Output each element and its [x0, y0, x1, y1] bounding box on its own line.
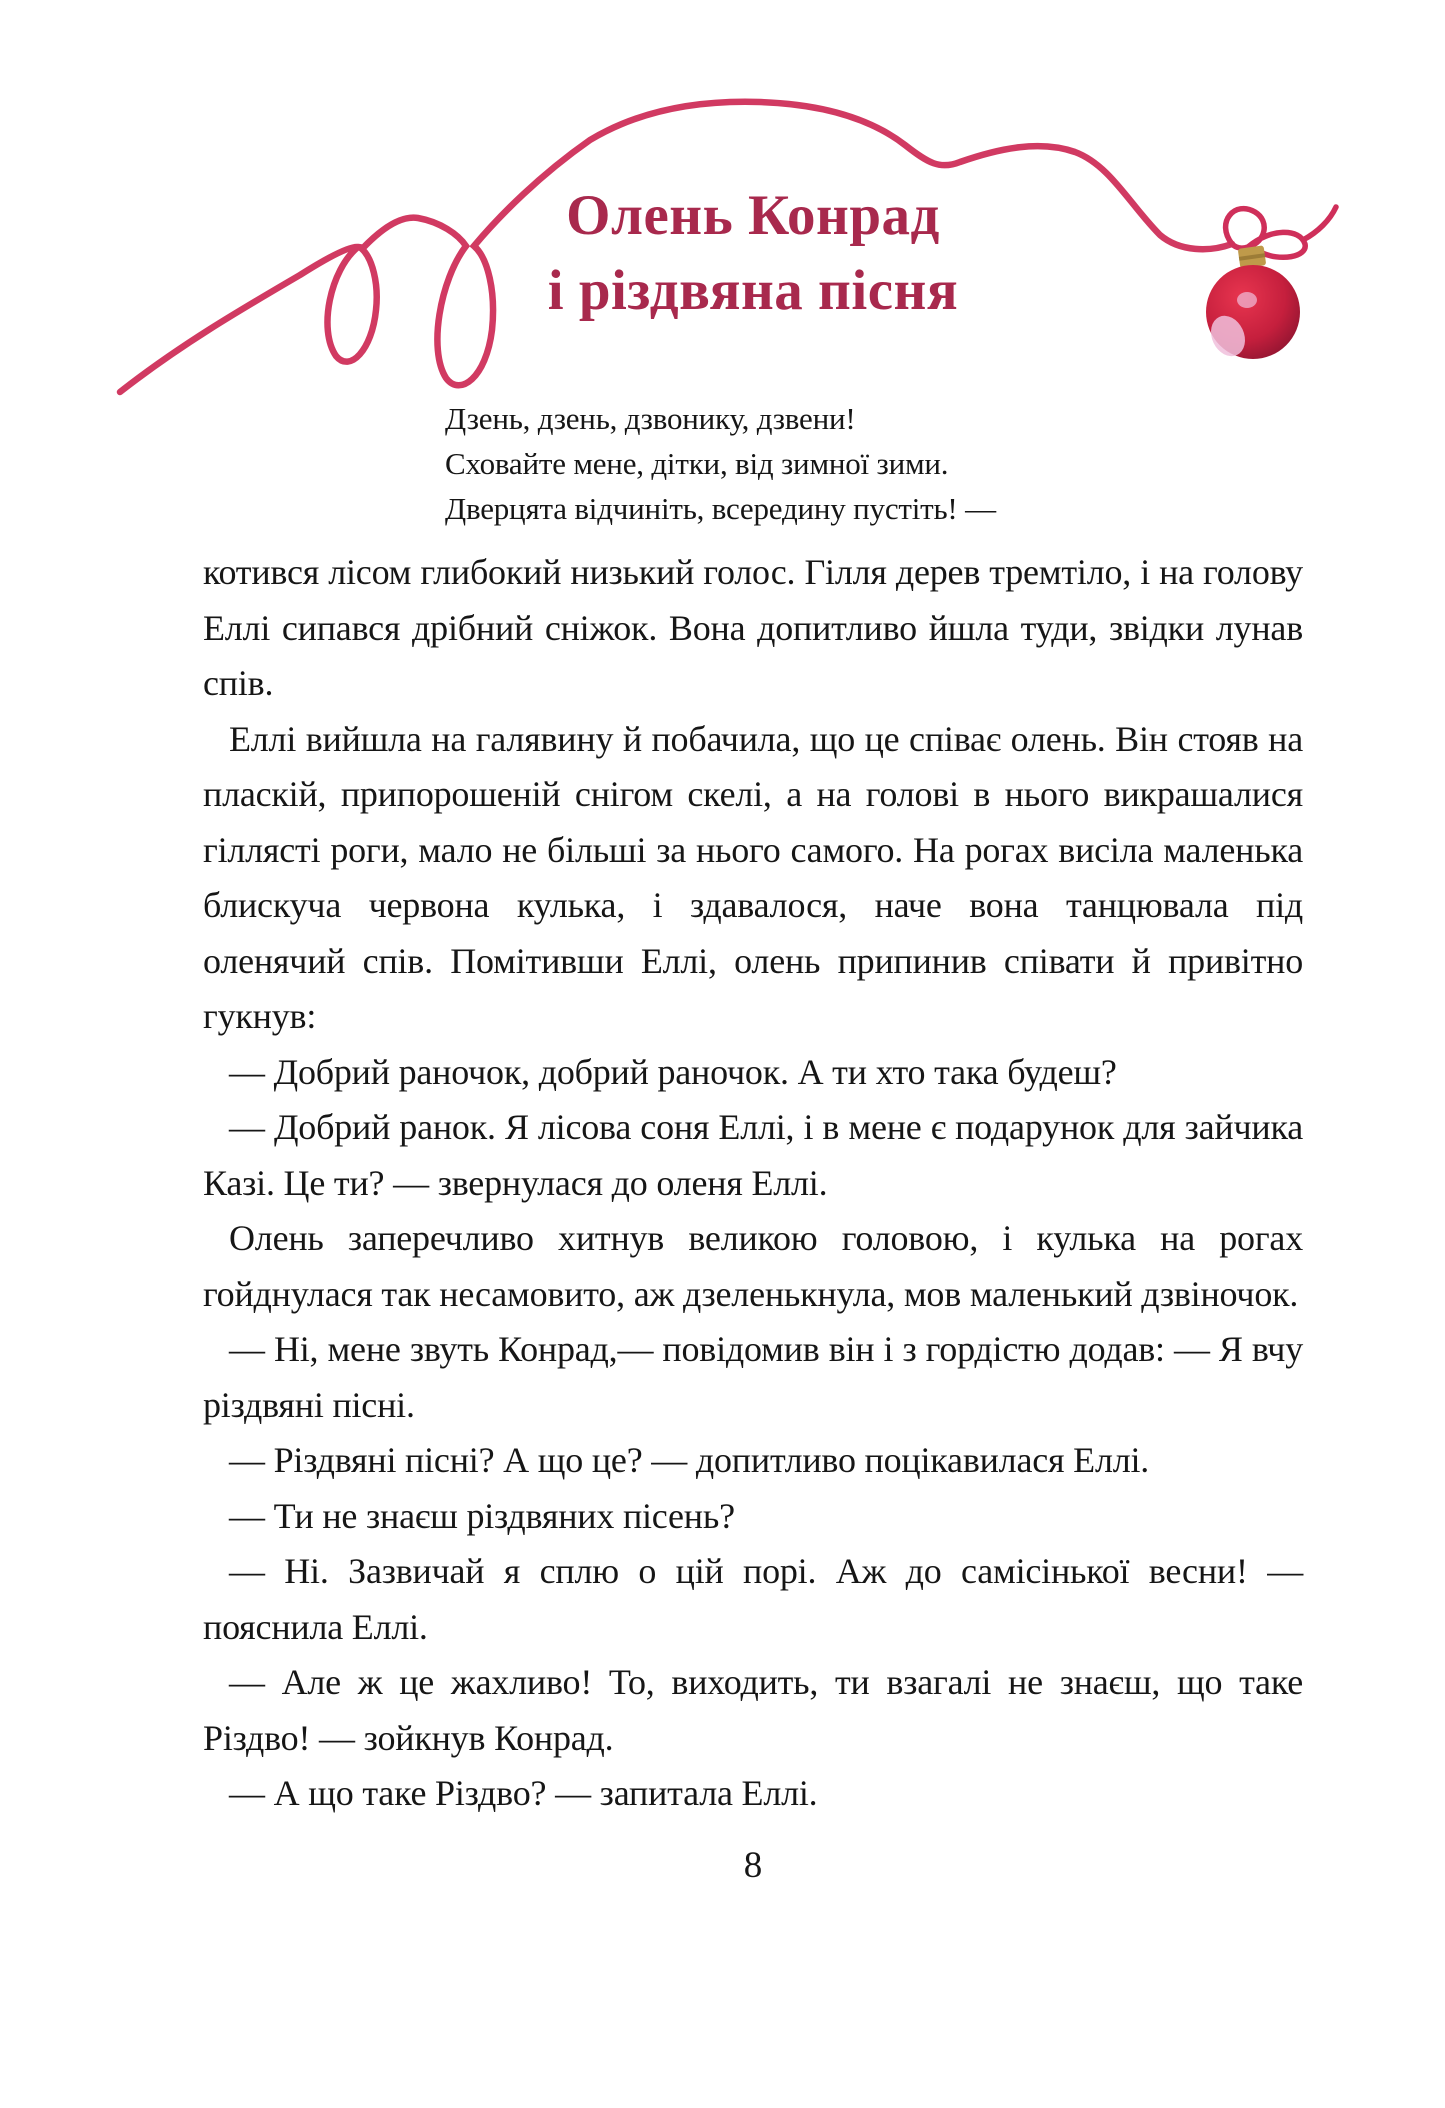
body-text	[203, 545, 1303, 1822]
paragraph: Олень заперечливо хитнув великою головою, і кулька на рогах гойднулася так несамовито, аж дзеленькнула, мов маленький дзвіночок.	[203, 1218, 1303, 1314]
epigraph-line: Дзень, дзень, дзвонику, дзвени!	[445, 401, 856, 436]
paragraph: — Добрий раночок, добрий раночок. А ти хто така будеш?	[229, 1051, 1117, 1092]
paragraph: — А що таке Різдво? — запитала Еллі.	[229, 1773, 818, 1813]
paragraph: Еллі вийшла на галявину й побачила, що це співає олень. Він стояв на пласкій, припорошеній снігом скелі, а на голові в нього викрашалися гіллясті роги, мало не більші за нього самого. На рогах висіла маленька блискуча червона кулька, і здавалося, наче вона танцювала під оленячий спів. Помітивши Еллі, олень припинив співати й привітно гукнув:	[203, 718, 1303, 1036]
paragraph: — Ні, мене звуть Конрад,— повідомив він і з гордістю додав: — Я вчу різдвяні пісні.	[203, 1329, 1303, 1425]
page-number: 8	[743, 1844, 763, 1886]
chapter-title-line-1: Олень Конрад	[566, 184, 940, 247]
text-column	[203, 0, 1303, 1888]
paragraph: — Добрий ранок. Я лісова соня Еллі, і в мене є подарунок для зайчика Казі. Це ти? — звернулася до оленя Еллі.	[203, 1107, 1303, 1203]
paragraph: котився лісом глибокий низький голос. Гілля дерев тремтіло, і на голову Еллі сипався дрібний сніжок. Вона допитливо йшла туди, звідки лунав спів.	[203, 552, 1303, 703]
paragraph: — Але ж це жахливо! То, виходить, ти взагалі не знаєш, що таке Різдво! — зойкнув Конрад.	[203, 1662, 1303, 1758]
epigraph	[445, 396, 1303, 531]
chapter-title	[203, 178, 1303, 328]
paragraph: — Різдвяні пісні? А що це? — допитливо поцікавилася Еллі.	[229, 1440, 1150, 1480]
chapter-title-line-2: і різдвяна пісня	[547, 259, 959, 322]
paragraph: — Ні. Зазвичай я сплю о цій порі. Аж до самісінької весни! — пояснила Еллі.	[203, 1551, 1303, 1647]
epigraph-line: Дверцята відчиніть, всередину пустіть! —	[445, 491, 996, 526]
paragraph: — Ти не знаєш різдвяних пісень?	[229, 1495, 735, 1536]
epigraph-line: Сховайте мене, дітки, від зимної зими.	[445, 446, 949, 481]
